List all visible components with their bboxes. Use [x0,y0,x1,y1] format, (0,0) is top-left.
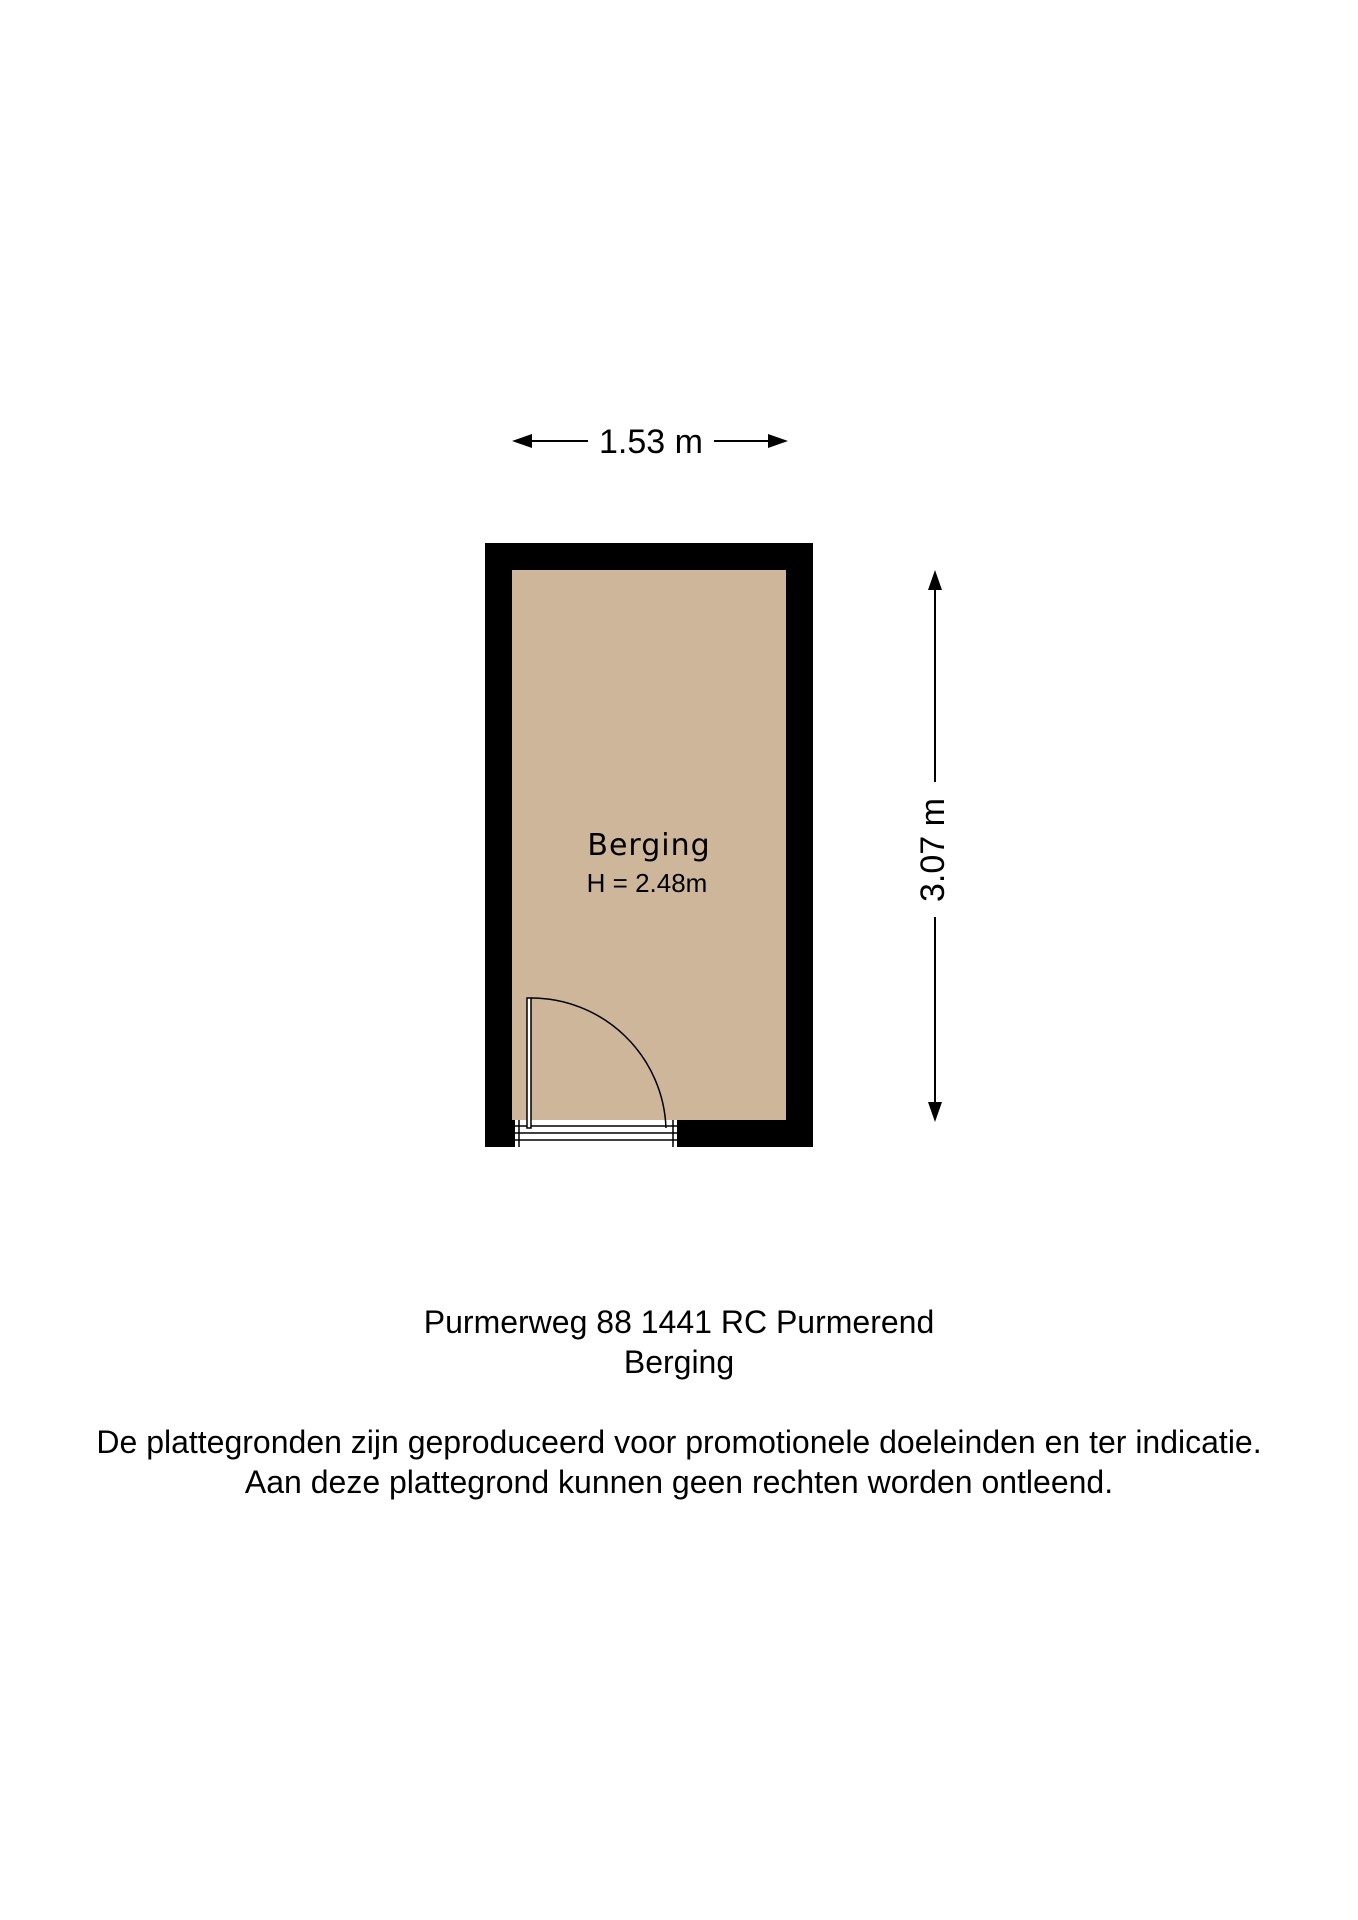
width-dimension [512,423,788,461]
arrow-right-icon-head [768,434,788,448]
room-name: Berging [587,828,711,863]
floor-name: Berging [623,1344,735,1380]
arrow-left-icon-head [512,434,532,448]
arrow-up-icon-head [928,570,942,590]
depth-label: 3.07 m [913,798,952,902]
door-leaf [527,998,531,1128]
wall-left [485,543,512,1147]
arrow-down-icon-head [928,1102,942,1122]
wall-bottom-left [485,1120,515,1147]
disclaimer-line-2: Aan deze plattegrond kunnen geen rechten worden ontleend. [244,1464,1114,1500]
door-opening [515,1120,677,1147]
address-line: Purmerweg 88 1441 RC Purmerend [423,1304,935,1340]
wall-top [485,543,813,570]
width-label: 1.53 m [599,423,703,461]
wall-right [786,543,813,1147]
wall-bottom-right [677,1120,813,1147]
disclaimer-line-1: De plattegronden zijn geproduceerd voor promotionele doeleinden en ter indicatie. [96,1424,1262,1460]
room-height: H = 2.48m [586,868,708,898]
depth-dimension [914,570,952,1122]
